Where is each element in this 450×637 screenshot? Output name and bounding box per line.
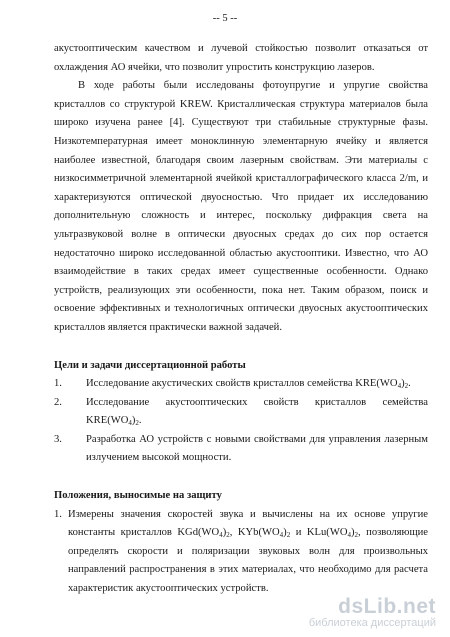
defense-heading: Положения, выносимые на защиту: [54, 490, 222, 502]
goal-item-3: [54, 431, 428, 468]
goal-item-number: 1.: [54, 378, 62, 390]
goal-item-text: Разработка АО устройств с новыми свойствами для управления лазерным излучением высокой мощности.: [86, 433, 428, 464]
document-body: [54, 40, 428, 599]
defense-item-1: [54, 506, 428, 599]
goals-heading: Цели и задачи диссертационной работы: [54, 359, 246, 371]
defense-item-number: 1.: [54, 508, 62, 520]
watermark-title: dsLib.net: [338, 595, 436, 618]
goal-item-2: [54, 394, 428, 431]
goal-item-number: 2.: [54, 396, 62, 408]
goal-item-text: Исследование акустических свойств кристаллов семейства $KRE(WO_4)_2$.: [86, 378, 411, 391]
paragraph-crystal-properties: В ходе работы были исследованы фотоупругие и упругие свойства кристаллов со структурой KREW. Кристаллическая структура материалов была широко изучена ранее [4]. Существуют три стабильные структурные фазы. Низкотемпературная имеет моноклинную элементарную ячейку и является наиболее известной, благодаря своим лазерным свойствам. Эти материалы с низкосимметричной элементарной ячейкой кристаллографического класса 2/m, и характеризуются оптической двуосностью. Что придает их исследованию дополнительную сложность и интерес, поскольку дифракция света на ультразвуковой волне в оптически двуосных средах до сих пор остается недостаточно широко исследованной областью акустооптики. Известно, что АО взаимодействие в таких средах имеет существенные особенности. Однако устройств, реализующих эти особенности, пока нет. Таким образом, поиск и освоение эффективных и технологичных оптически двуосных акустооптических кристаллов является практически важной задачей.: [54, 80, 428, 333]
watermark-subtitle: библиотека диссертаций: [308, 617, 436, 629]
goal-item-1: [54, 375, 428, 394]
goal-item-number: 3.: [54, 433, 62, 445]
page-number: -- 5 --: [212, 13, 238, 24]
goal-item-text: Исследование акустооптических свойств кристаллов семейства $KRE(WO_4)_2$.: [86, 396, 428, 428]
intro-paragraph-tail: акустооптическим качеством и лучевой стойкостью позволит отказаться от охлаждения АО ячейки, что позволит упростить конструкцию лазеров.: [54, 43, 428, 73]
dslib-watermark: [309, 595, 436, 629]
defense-item-text: Измерены значения скоростей звука и вычислены на их основе упругие константы кристаллов $KGd(WO_4)_2$, $KYb(WO_4)_2$ и $KLu(WO_4)_2$, позволяющие определять скорости и поляризации звуковых волн для произвольных направлений распространения в этих материалах, что необходимо для расчета характеристик акустооптических устройств.: [68, 508, 428, 595]
